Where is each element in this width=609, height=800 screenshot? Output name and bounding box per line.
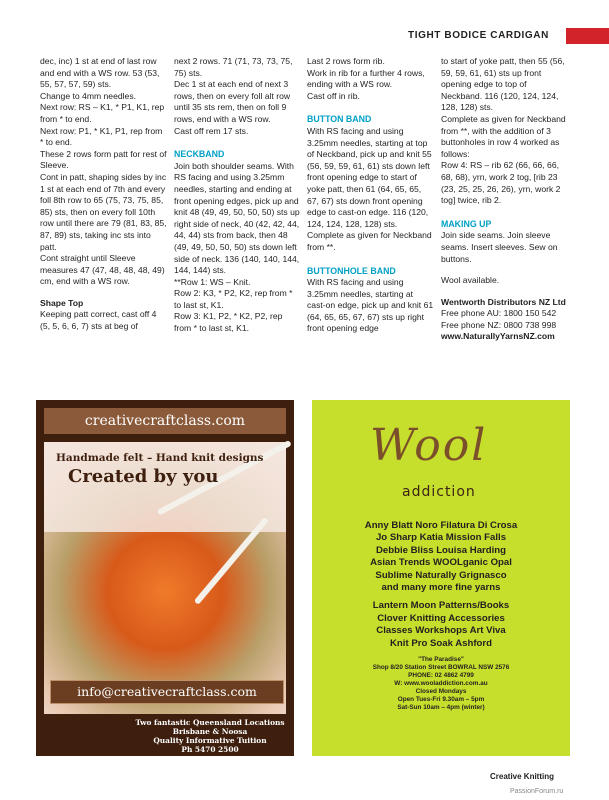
paragraph: Change to 4mm needles. [40, 90, 137, 101]
heading-buttonhole-band: BUTTONHOLE BAND [307, 265, 396, 276]
paragraph: Row 3: K1, P2, * K2, P2, rep from * to last st, K1. [174, 311, 283, 334]
paragraph: Dec 1 st at each end of next 3 rows, then on every foll alt row until 35 sts rem, then on foll 9 rows, end with a WS row. [174, 79, 291, 124]
creative-craft-class-ad[interactable] [36, 400, 294, 756]
brand-line: Asian Trends WOOLganic Opal [370, 557, 512, 569]
phone-nz: Free phone NZ: 0800 738 998 [441, 319, 557, 330]
paragraph: These 2 rows form patt for rest of Sleeve. [40, 148, 167, 171]
paragraph: Complete as given for Neckband from **. [307, 230, 432, 252]
address-line: PHONE: 02 4862 4799 [408, 672, 474, 680]
heading-making-up: MAKING UP [441, 218, 492, 229]
ad-info [130, 718, 290, 754]
ad-banner-url[interactable]: creativecraftclass.com [44, 408, 286, 434]
header-accent-bar [566, 28, 609, 44]
info-line: Brisbane & Noosa [172, 727, 248, 736]
distributor-url[interactable]: www.NaturallyYarnsNZ.com [441, 331, 555, 342]
brand-list [312, 520, 570, 712]
paragraph: Join both shoulder seams. With RS facing and using 3.25mm needles, starting and ending at front opening edges, pick up and knit 48 (49, 49, 50, 50, 50) sts up right side of neck, 40 (42, 42, 44, 44, 44) sts from back, then 48 (49, 49, 50, 50, 50) sts down left side of neck. 136 (140, 140, 144, 144, 144) sts. [174, 160, 300, 276]
paragraph: Complete as given for Neckband from **, with the addition of 3 buttonholes in row 4 worked as follows: [441, 113, 566, 159]
watermark: PassionForum.ru [510, 788, 564, 795]
brand-line: Knit Pro Soak Ashford [390, 637, 492, 649]
paragraph: Keeping patt correct, cast off 4 (5, 5, 6, 6, 7) sts at beg of [40, 309, 157, 332]
text-column-3 [307, 56, 434, 335]
paragraph: Last 2 rows form rib. [307, 56, 385, 66]
address-line: "The Paradise" [418, 656, 464, 664]
info-line: Ph 5470 2500 [181, 745, 239, 754]
heading-button-band: BUTTON BAND [307, 114, 372, 125]
brand-line: Anny Blatt Noro Filatura Di Crosa [364, 520, 518, 531]
subheading-shape-top: Shape Top [40, 297, 84, 308]
wool-logo: Wool [370, 420, 488, 471]
text-column-4 [441, 56, 568, 343]
paragraph: Cast off in rib. [307, 90, 360, 101]
paragraph: Cont in patt, shaping sides by inc 1 st at each end of 7th and every foll 8th row to 65 (75, 73, 75, 85, 85) sts, then on every foll 10th row until there are 79 (81, 83, 85, 87, 89) sts, taking inc sts into patt. [40, 171, 167, 252]
logo-subtitle: addiction [402, 484, 476, 500]
brand-line: and many more fine yarns [381, 582, 501, 594]
paragraph: Work in rib for a further 4 rows, ending with a WS row. [307, 67, 425, 90]
ad-tagline: Handmade felt – Hand knit designs [56, 452, 264, 464]
address-line: Open Tues-Fri 9.30am – 5pm [397, 696, 485, 704]
paragraph: **Row 1: WS – Knit. [174, 276, 251, 287]
paragraph: Row 2: K3, * P2, K2, rep from * to last st, K1. [174, 288, 293, 310]
paragraph: to start of yoke patt, then 55 (56, 59, 59, 61, 61) sts up front opening edge to top of Neckband. 116 (120, 124, 124, 128, 128) sts. [441, 56, 565, 113]
ad-headline: Created by you [68, 466, 219, 487]
text-column-2 [174, 56, 301, 335]
brand-line: Debbie Bliss Louisa Harding [375, 544, 507, 556]
paragraph: Next row: P1, * K1, P1, rep from * to end. [40, 125, 163, 148]
brand-line: Lantern Moon Patterns/Books [372, 600, 510, 612]
page-header-title: TIGHT BODICE CARDIGAN [408, 30, 549, 41]
ad-email[interactable]: info@creativecraftclass.com [50, 680, 284, 704]
text-column-1 [40, 56, 167, 333]
paragraph: Next row: RS – K1, * P1, K1, rep from * to end. [40, 102, 165, 124]
address-line: Shop 8/20 Station Street BOWRAL NSW 2576 [372, 664, 510, 672]
paragraph: With RS facing and using 3.25mm needles, starting at top of Neckband, pick up and knit 55 (56, 59, 59, 61, 61) sts down left front opening edge to start of yoke patt, then 61 (64, 65, 65, 67, 67) sts down front opening edge to cast-on edge. 116 (120, 124, 124, 128, 128) sts. [307, 125, 432, 229]
wool-addiction-ad[interactable] [312, 400, 570, 756]
footer-magazine-name: Creative Knitting [490, 772, 555, 781]
paragraph: dec, inc) 1 st at end of last row and end with a WS row. 53 (53, 55, 57, 57, 59) sts. [40, 56, 160, 90]
paragraph: Cast off rem 17 sts. [174, 125, 249, 136]
phone-au: Free phone AU: 1800 150 542 [441, 308, 557, 319]
brand-line: Sublime Naturally Grignasco [375, 569, 507, 581]
address-line[interactable]: W: www.wooladdiction.com.au [394, 680, 488, 688]
paragraph: With RS facing and using 3.25mm needles, starting at cast-on edge, pick up and knit 61 (64, 65, 65, 67, 67) sts up right front opening edge [307, 277, 434, 334]
paragraph: next 2 rows. 71 (71, 73, 73, 75, 75) sts. [174, 56, 293, 78]
paragraph: Cont straight until Sleeve measures 47 (47, 48, 48, 48, 49) cm, end with a WS row. [40, 253, 165, 287]
brand-line: Classes Workshops Art Viva [376, 625, 506, 637]
paragraph: Wool available. [441, 275, 500, 286]
info-line: Two fantastic Queensland Locations [135, 718, 285, 727]
brand-line: Clover Knitting Accessories [377, 612, 505, 624]
heading-neckband: NECKBAND [174, 149, 225, 160]
paragraph: Join side seams. Join sleeve seams. Insert sleeves. Sew on buttons. [441, 230, 558, 264]
distributor-name: Wentworth Distributors NZ Ltd [441, 296, 566, 307]
address-line: Sat-Sun 10am – 4pm (winter) [397, 704, 485, 712]
address-line: Closed Mondays [415, 688, 467, 696]
info-line: Quality Informative Tuition [153, 736, 267, 745]
paragraph: Row 4: RS – rib 62 (66, 66, 66, 68, 68), yrn, work 2 tog, [rib 23 (23, 25, 25, 26, 26), yrn, work 2 tog] twice, rib 2. [441, 160, 561, 206]
brand-line: Jo Sharp Katia Mission Falls [375, 532, 507, 544]
